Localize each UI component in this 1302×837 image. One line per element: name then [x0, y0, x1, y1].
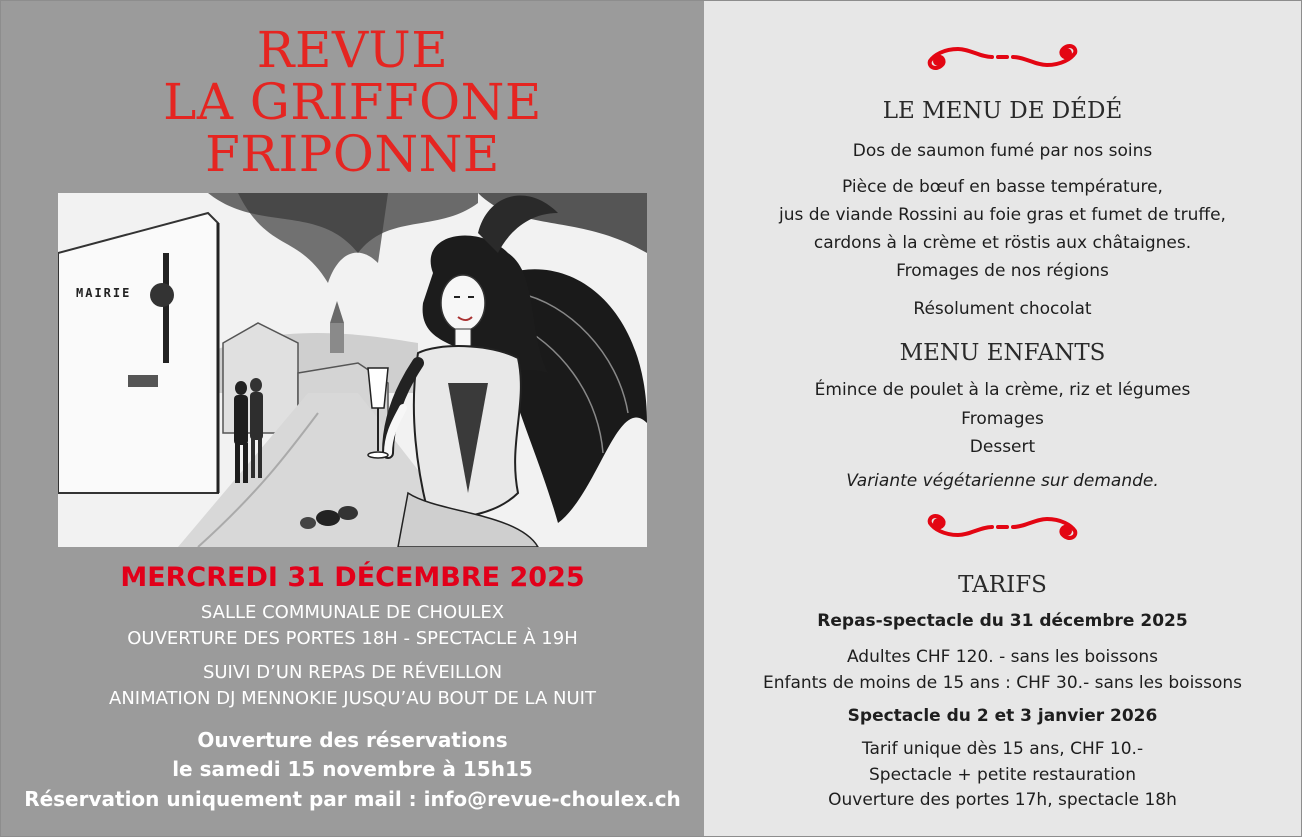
illustration [58, 193, 647, 547]
title-line-2: LA GRIFFONE [163, 73, 542, 131]
reservation-email-line: Réservation uniquement par mail : info@revue-choulex.ch [24, 787, 681, 811]
menu-heading: LE MENU DE DÉDÉ [882, 98, 1123, 124]
menu-course: Fromages de nos régions [896, 261, 1109, 281]
dinner-show-title: Repas-spectacle du 31 décembre 2025 [817, 611, 1188, 631]
reservation-line-1: Ouverture des réservations [197, 728, 508, 752]
vegetarian-note: Variante végétarienne sur demande. [846, 471, 1159, 491]
tarifs-heading: TARIFS [958, 572, 1047, 598]
show-title: Spectacle du 2 et 3 janvier 2026 [847, 706, 1158, 726]
menu-course: Pièce de bœuf en basse température, [842, 177, 1163, 197]
show-info: Ouverture des portes 17h, spectacle 18h [828, 790, 1177, 810]
kids-menu-item: Dessert [969, 437, 1036, 457]
dinner-show-price: Enfants de moins de 15 ans : CHF 30.- sans les boissons [762, 673, 1243, 693]
title-line-3: FRIPONNE [205, 125, 500, 183]
show-info: Spectacle + petite restauration [869, 765, 1136, 785]
kids-menu-item: Émince de poulet à la crème, riz et légumes [814, 380, 1191, 400]
title-line-1: REVUE [256, 21, 449, 79]
menu-course: cardons à la crème et röstis aux châtaignes. [813, 233, 1192, 253]
mairie-sign-text: MAIRIE [76, 286, 132, 300]
event-date: MERCREDI 31 DÉCEMBRE 2025 [120, 562, 585, 593]
show-info: Tarif unique dès 15 ans, CHF 10.- [861, 739, 1144, 759]
flourish-ornament-icon [920, 509, 1085, 545]
angel-woman-illustration-icon [58, 193, 647, 547]
extra-line-2: ANIMATION DJ MENNOKIE JUSQU’AU BOUT DE LA NUIT [109, 688, 596, 709]
venue-line-2: OUVERTURE DES PORTES 18H - SPECTACLE À 19H [127, 628, 578, 649]
left-panel [1, 1, 704, 836]
extra-line-1: SUIVI D’UN REPAS DE RÉVEILLON [202, 662, 503, 683]
dinner-show-price: Adultes CHF 120. - sans les boissons [846, 647, 1159, 667]
right-panel [704, 1, 1301, 836]
flourish-ornament-icon [920, 39, 1085, 75]
kids-menu-heading: MENU ENFANTS [899, 340, 1106, 366]
venue-line-1: SALLE COMMUNALE DE CHOULEX [200, 602, 505, 623]
menu-course: jus de viande Rossini au foie gras et fumet de truffe, [779, 205, 1226, 225]
menu-course: Résolument chocolat [913, 299, 1092, 319]
menu-course: Dos de saumon fumé par nos soins [852, 141, 1153, 161]
kids-menu-item: Fromages [961, 409, 1044, 429]
reservation-line-2: le samedi 15 novembre à 15h15 [172, 757, 533, 781]
